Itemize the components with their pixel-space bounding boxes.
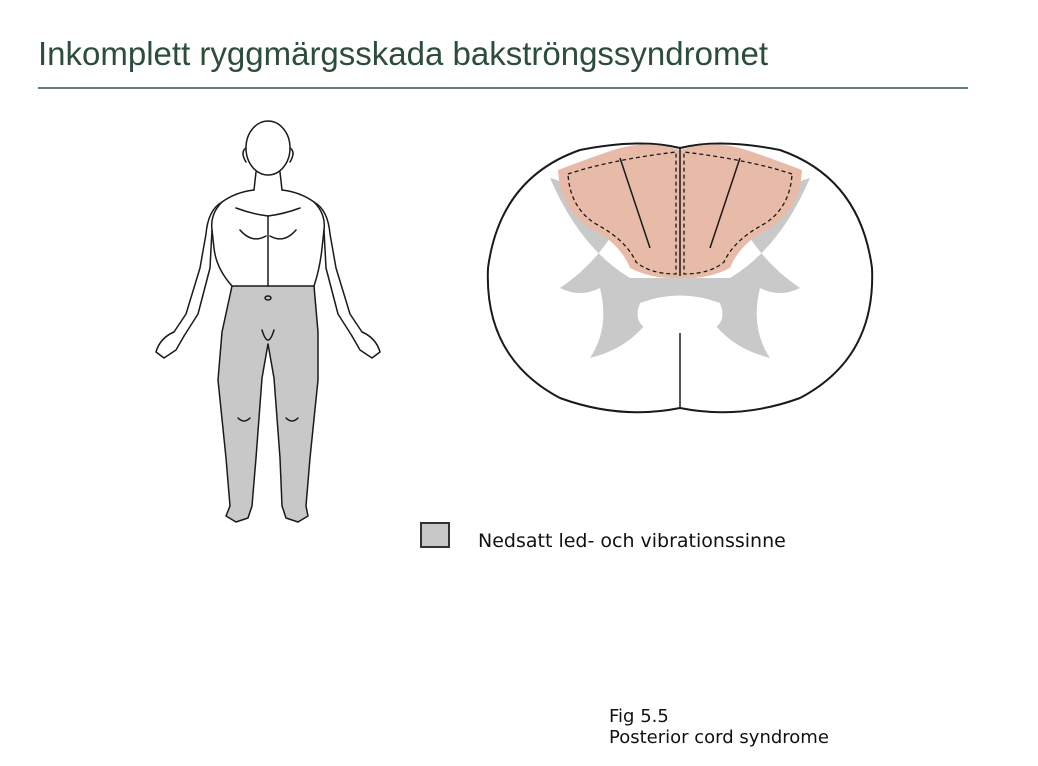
figure-caption	[609, 707, 829, 748]
legend-swatch	[420, 522, 450, 548]
page-title: Inkomplett ryggmärgsskada bakströngssyndromet	[38, 35, 768, 72]
affected-lower-body	[218, 286, 318, 522]
figure-number: Fig 5.5	[609, 706, 669, 727]
human-body-figure	[140, 118, 400, 548]
spinal-cord-cross-section	[480, 128, 880, 428]
legend-label: Nedsatt led- och vibrationssinne	[478, 530, 786, 552]
title-divider	[38, 87, 968, 89]
figure-title: Posterior cord syndrome	[609, 726, 829, 748]
